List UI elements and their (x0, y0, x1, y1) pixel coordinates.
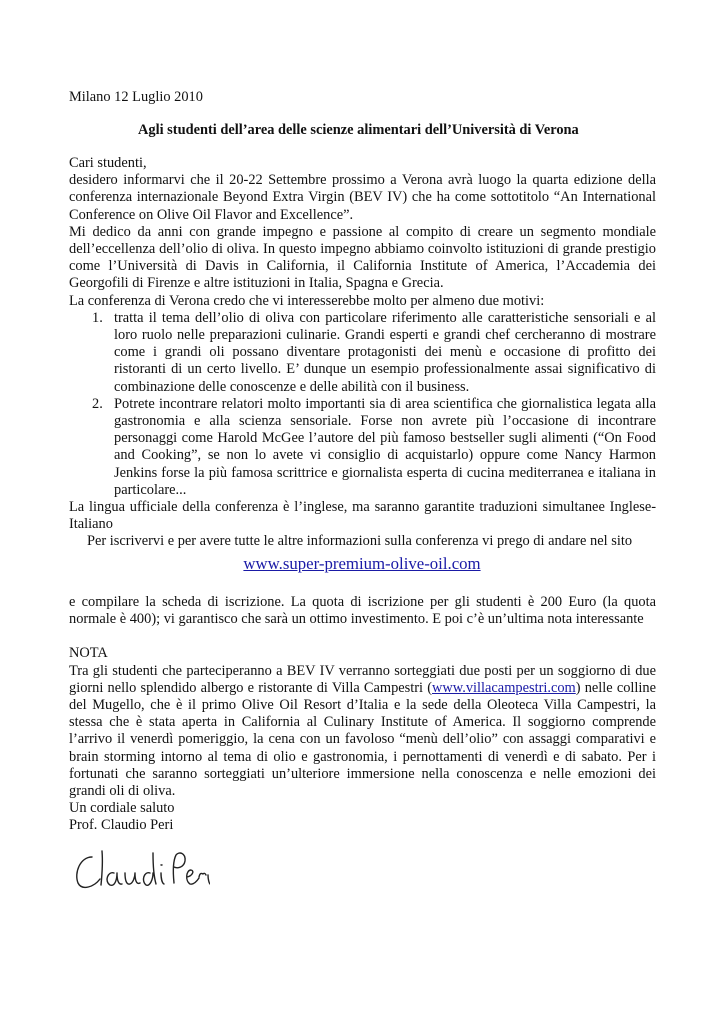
paragraph-nota (69, 663, 656, 801)
letter-body-bottom (69, 594, 656, 835)
nota-label: NOTA (69, 645, 108, 662)
paragraph-fee: e compilare la scheda di iscrizione. La quota di iscrizione per gli studenti è 200 Euro (la quota normale è 400); vi garantisco che sarà un ottimo investimento. E poi c’è un’ultima nota interessante (69, 594, 656, 628)
villa-campestri-link[interactable]: www.villacampestri.com (432, 679, 576, 696)
list-item-number: 2. (92, 395, 103, 412)
list-item-number: 1. (92, 309, 103, 326)
handwritten-signature (70, 843, 210, 898)
list-item-text: Potrete incontrare relatori molto importanti sia di area scientifica che giornalistica legata alla gastronomia e alla scienza sensoriale. Forse non avrete più l’occasione di incontrare personaggi come Harold McGee l’autore del più famoso bestseller sugli alimenti (“On Food and Cooking”, se non lo avete vi consiglio di acquistarlo) oppure come Nancy Harmon Jenkins forse la più famosa scrittrice e giornalista esperta di cucina mediterranea e italiana in particolare... (114, 395, 656, 498)
nota-text-after-link: ) nelle colline del Mugello, che è il primo Olive Oil Resort d’Italia e la sede della Oleoteca Villa Campestri, la stessa che è stata aperta in California al Culinary Institute of America. Il soggiorno comprende l’arrivo il venerdì pomeriggio, la cena con un favoloso “menù dell’olio” con assaggi comparativi e brain storming intorno al tema di olio e gastronomia, i pernottamenti di venerdì e di sabato. Per i fortunati che saranno sorteggiati un’ulteriore immersione nella conoscenza e nelle emozioni dei grandi oli di oliva. (69, 679, 656, 800)
paragraph-language: La lingua ufficiale della conferenza è l’inglese, ma saranno garantite traduzioni simultanee Inglese-Italiano (69, 499, 656, 533)
nota-text-before-link: Tra gli studenti che parteciperanno a BEV IV verranno sorteggiati due posti per un soggiorno di due giorni nello splendido albergo e ristorante di Villa Campestri ( (69, 662, 656, 696)
site-link-row (0, 555, 724, 574)
paragraph-register: Per iscrivervi e per avere tutte le altre informazioni sulla conferenza vi prego di andare nel sito (87, 533, 633, 550)
letter-heading: Agli studenti dell’area delle scienze alimentari dell’Università di Verona (138, 122, 579, 138)
conference-site-link[interactable]: www.super-premium-olive-oil.com (243, 554, 481, 573)
paragraph-reasons-intro: La conferenza di Verona credo che vi interesserebbe molto per almeno due motivi: (69, 292, 545, 309)
letter-body-top (69, 155, 656, 551)
closing: Un cordiale saluto (69, 800, 175, 817)
list-item (69, 396, 656, 499)
salutation: Cari studenti, (69, 155, 147, 171)
date-line: Milano 12 Luglio 2010 (69, 89, 203, 105)
signer-name: Prof. Claudio Peri (69, 817, 174, 834)
paragraph-dedication: Mi dedico da anni con grande impegno e passione al compito di creare un segmento mondiale dell’eccellenza dell’olio di oliva. In questo impegno abbiamo coinvolto istituzioni di grande prestigio come l’Università di Davis in California, il California Institute of America, l’Accademia dei Georgofili di Firenze e altre istituzioni in Italia, Spagna e Grecia. (69, 223, 656, 292)
list-item-text: tratta il tema dell’olio di oliva con particolare riferimento alle caratteristiche sensoriali e al loro ruolo nelle preparazioni culinarie. Grandi esperti e grandi chef cercheranno di mostrare come i grandi oli possano diventare protagonisti dei menù e occasione di profitto dei ristoranti di un certo livello. E’ dunque un esempio professionalmente assai significativo di combinazione delle conoscenze e delle abilità con il business. (114, 309, 656, 395)
paragraph-intro: desidero informarvi che il 20-22 Settembre prossimo a Verona avrà luogo la quarta edizione della conferenza internazionale Beyond Extra Virgin (BEV IV) che ha come sottotitolo “An International Conference on Olive Oil Flavor and Excellence”. (69, 172, 656, 223)
reasons-list (69, 310, 656, 499)
list-item (69, 310, 656, 396)
